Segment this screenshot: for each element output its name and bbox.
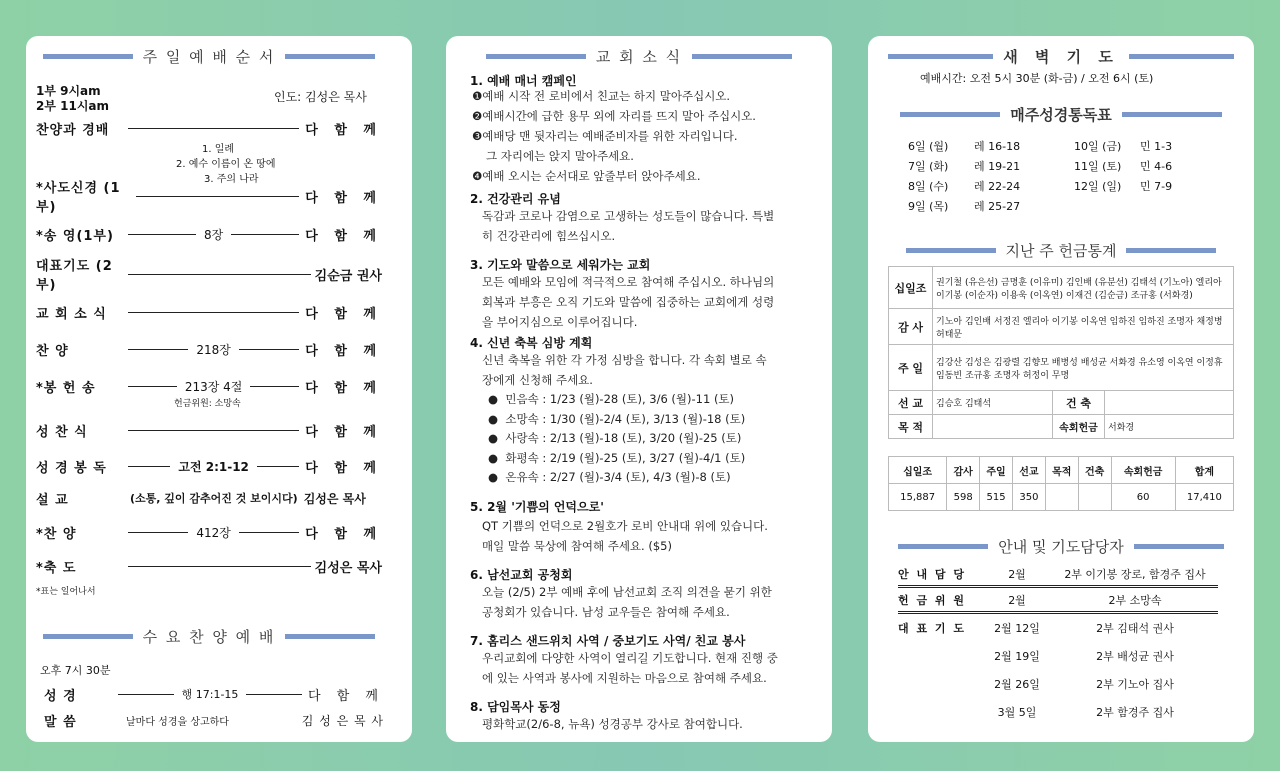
news-item-4-heading: 4. 신년 축복 심방 계획 bbox=[470, 336, 593, 350]
news-item-7-heading: 7. 홈리스 샌드위치 사역 / 중보기도 사역/ 친교 봉사 bbox=[470, 634, 746, 648]
news-item-2-heading: 2. 건강관리 유념 bbox=[470, 192, 561, 206]
offering-committee: 헌금위원: 소망속 bbox=[174, 399, 241, 409]
wednesday-row: 성 경 행 17:1-15 다 함 께 bbox=[44, 688, 384, 704]
news-item-3-heading: 3. 기도와 말씀으로 세워가는 교회 bbox=[470, 258, 651, 272]
list-item: ● 화평속 : 2/19 (월)-25 (토), 3/27 (월)-4/1 (토) bbox=[488, 450, 746, 465]
list-item: 9일 (목) 레 25-27 bbox=[908, 200, 1021, 213]
church-news-title: 교 회 소 식 bbox=[456, 44, 822, 68]
news-item-6-body: 오늘 (2/5) 2부 예배 후에 남선교회 조직 의견을 묻기 위한 공청회가 있습니다. 남성 교우들은 참여해 주세요. bbox=[482, 585, 772, 619]
guide-prayer-title: 안내 및 기도담당자 bbox=[888, 534, 1234, 558]
worship-order-panel bbox=[26, 36, 412, 742]
offering-names-table bbox=[888, 266, 1234, 439]
praise-song-2: 2. 예수 이름이 온 땅에 bbox=[176, 159, 276, 170]
list-item: 8일 (수) 레 22-24 bbox=[908, 180, 1021, 193]
worship-row: 대표기도 (2부) 김순금 권사 bbox=[36, 259, 382, 293]
news-item-7-body: 우리교회에 다양한 사역이 열리길 기도합니다. 현재 진행 중 에 있는 사역과 봉사에 지원하는 마음으로 참여해 주세요. bbox=[482, 651, 778, 685]
table-row: 15,887 598 515 350 60 17,410 bbox=[889, 484, 1234, 511]
table-row: 2월 26일 2부 기노아 집사 bbox=[994, 678, 1174, 691]
worship-order-title: 주 일 예 배 순 서 bbox=[36, 44, 382, 68]
list-item: ● 소망속 : 1/30 (월)-2/4 (토), 3/13 (월)-18 (토) bbox=[488, 411, 746, 426]
bible-reading-title: 매주성경통독표 bbox=[888, 102, 1234, 126]
wednesday-time: 오후 7시 30분 bbox=[40, 664, 111, 677]
table-row: 십일조 권기철 (유은선) 금명훈 (이유미) 김인배 (유분선) 김태석 (기노아) 엘리아 이기봉 (이순자) 이용욱 (이옥연) 이재건 (김순금) 조규홍 (서화경) bbox=[889, 267, 1234, 309]
list-item: 6일 (월) 레 16-18 bbox=[908, 140, 1021, 153]
wednesday-service-title: 수 요 찬 양 예 배 bbox=[36, 624, 382, 648]
worship-row: *봉 헌 송 213장 4절 다 함 께 bbox=[36, 379, 382, 396]
list-item: 7일 (화) 레 19-21 bbox=[908, 160, 1021, 173]
visit-schedule-list bbox=[488, 390, 828, 488]
standing-note: *표는 일어나서 bbox=[36, 587, 96, 597]
guide-prayer-list bbox=[898, 564, 1218, 724]
list-item: ● 사랑속 : 2/13 (월)-18 (토), 3/20 (월)-25 (토) bbox=[488, 431, 742, 445]
worship-row: 설 교 (소통, 깊이 감추어진 것 보이시다) 김성은 목사 bbox=[36, 491, 366, 508]
news-item-4-body: 신년 축복을 위한 각 가정 심방을 합니다. 각 속회 별로 속 장에게 신청해 주세요. bbox=[482, 353, 767, 387]
table-row: 안 내 담 당 2월 2부 이기봉 장로, 함경주 집사 bbox=[898, 568, 1206, 581]
news-item-5-heading: 5. 2월 '기쁨의 언덕으로' bbox=[470, 500, 604, 514]
worship-row: 찬양과 경배 다 함 께 bbox=[36, 122, 382, 138]
table-row: 십일조 감사 주일 선교 목적 건축 속회헌금 합계 bbox=[889, 457, 1234, 484]
dawn-prayer-title: 새 벽 기 도 bbox=[888, 44, 1234, 68]
table-row: 목 적 속회헌금 서화경 bbox=[889, 415, 1234, 439]
service-time-1: 1부 9시am bbox=[36, 84, 101, 98]
news-item-1-heading: 1. 예배 매너 캠페인 bbox=[470, 74, 577, 88]
worship-row: *사도신경 (1부) 다 함 께 bbox=[36, 181, 382, 215]
praise-song-1: 1. 일례 bbox=[202, 144, 235, 155]
worship-row: 성 찬 식 다 함 께 bbox=[36, 424, 382, 440]
news-item-2-body: 독감과 코로나 감염으로 고생하는 성도들이 많습니다. 특별 히 건강관리에 힘쓰십시오. bbox=[482, 209, 775, 243]
worship-row: 찬 양 218장 다 함 께 bbox=[36, 342, 383, 359]
table-row: 헌 금 위 원 2월 2부 소망속 bbox=[898, 594, 1162, 607]
table-row: 3월 5일 2부 함경주 집사 bbox=[997, 706, 1174, 719]
leader-name: 인도: 김성은 목사 bbox=[274, 90, 367, 104]
dawn-prayer-time: 예배시간: 오전 5시 30분 (화-금) / 오전 6시 (토) bbox=[920, 72, 1154, 85]
worship-row: *송 영(1부) 8장 다 함 께 bbox=[36, 227, 382, 244]
table-row: 감 사 기노아 김인배 서정진 엘리아 이기봉 이옥연 임하진 임하진 조명자 채정병 허태문 bbox=[889, 309, 1234, 345]
bible-reading-right bbox=[1074, 138, 1172, 198]
praise-song-3: 3. 주의 나라 bbox=[204, 174, 259, 185]
offering-stats-table bbox=[888, 456, 1234, 511]
list-item: 10일 (금) 민 1-3 bbox=[1074, 140, 1173, 153]
offering-stats-title: 지난 주 헌금통계 bbox=[888, 238, 1234, 262]
list-item: ● 온유속 : 2/27 (월)-3/4 (토), 4/3 (월)-8 (토) bbox=[488, 470, 731, 484]
list-item: ● 민음속 : 1/23 (월)-28 (토), 3/6 (월)-11 (토) bbox=[488, 392, 735, 406]
table-row: 2월 19일 2부 배성균 권사 bbox=[994, 650, 1174, 663]
worship-row: 교 회 소 식 다 함 께 bbox=[36, 306, 382, 322]
church-news-panel bbox=[446, 36, 832, 742]
table-row: 대 표 기 도 2월 12일 2부 김태석 권사 bbox=[898, 622, 1174, 635]
worship-row: *찬 양 412장 다 함 께 bbox=[36, 525, 383, 542]
worship-row: 성 경 봉 독 고전 2:1-12 다 함 께 bbox=[36, 459, 382, 476]
news-item-8-heading: 8. 담임목사 동정 bbox=[470, 700, 561, 714]
worship-row: *축 도 김성은 목사 bbox=[36, 560, 382, 576]
news-item-6-heading: 6. 남선교회 공청회 bbox=[470, 568, 573, 582]
table-row: 선 교 김승호 김태석 건 축 bbox=[889, 391, 1234, 415]
service-time-2: 2부 11시am bbox=[36, 99, 110, 113]
bible-reading-left bbox=[908, 138, 1020, 218]
list-item: 11일 (토) 민 4-6 bbox=[1074, 160, 1173, 173]
news-item-1-body: ❶예배 시작 전 로비에서 친교는 하지 말아주십시오. ❷예배시간에 급한 용무 외에 자리를 뜨지 말아 주십시오. ❸예배당 맨 뒷자리는 예배준비자를 위한 자리입니다. 그 자리에는 앉지 말아주세요. ❹예배 오시는 순서대로 앞줄부터 앉아주세요. bbox=[472, 89, 756, 183]
table-row: 주 일 김강산 김성은 김광렬 김향모 배병성 배성균 서화경 유소영 이옥연 이정휴 임동빈 조규홍 조명자 허정이 무명 bbox=[889, 345, 1234, 391]
wednesday-row: 말 씀 날마다 성경을 상고하다 김 성 은 목 사 bbox=[44, 713, 384, 730]
news-item-5-body: QT 기쁨의 언덕으로 2월호가 로비 안내대 위에 있습니다. 매일 말씀 묵상에 참여해 주세요. ($5) bbox=[482, 519, 768, 553]
list-item: 12일 (일) 민 7-9 bbox=[1074, 180, 1173, 193]
news-item-3-body: 모든 예배와 모임에 적극적으로 참여해 주십시오. 하나님의 회복과 부흥은 오직 기도와 말씀에 집중하는 교회에게 성령 을 부어지심으로 이루어집니다. bbox=[482, 275, 775, 329]
news-item-8-body: 평화학교(2/6-8, 뉴욕) 성경공부 강사로 참여합니다. bbox=[482, 717, 743, 731]
info-panel bbox=[868, 36, 1254, 742]
